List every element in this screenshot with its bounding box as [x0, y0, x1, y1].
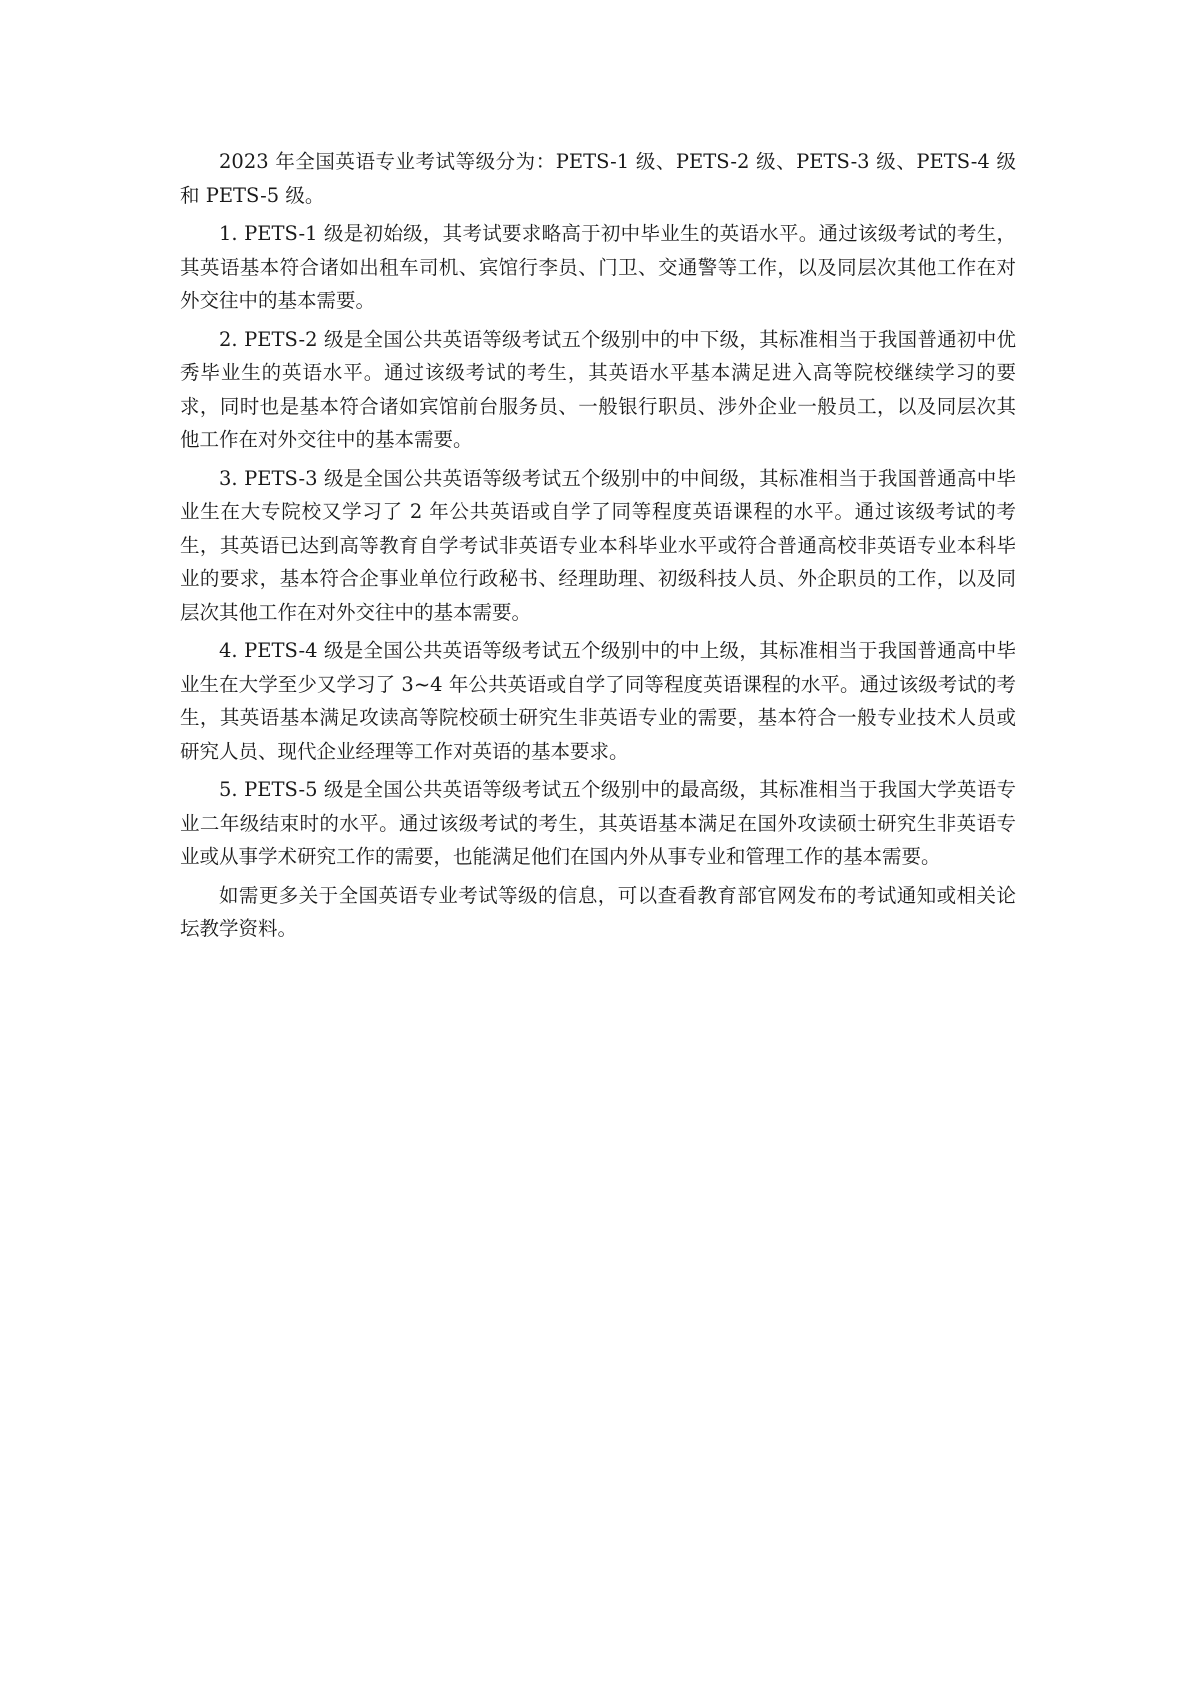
pets-5-paragraph: 5. PETS-5 级是全国公共英语等级考试五个级别中的最高级，其标准相当于我国大学英语专业二年级结束时的水平。通过该级考试的考生，其英语基本满足在国外攻读硕士研究生非英语专业或从事学术研究工作的需要，也能满足他们在国内外从事专业和管理工作的基本需要。: [180, 778, 1016, 868]
document-body: [180, 145, 1016, 951]
pets-4-paragraph: 4. PETS-4 级是全国公共英语等级考试五个级别中的中上级，其标准相当于我国普通高中毕业生在大学至少又学习了 3~4 年公共英语或自学了同等程度英语课程的水平。通过该级考试的考生，其英语基本满足攻读高等院校硕士研究生非英语专业的需要，基本符合一般专业技术人员或研究人员、现代企业经理等工作对英语的基本要求。: [180, 639, 1016, 763]
closing-paragraph: 如需更多关于全国英语专业考试等级的信息，可以查看教育部官网发布的考试通知或相关论坛教学资料。: [180, 883, 1016, 940]
pets-1-paragraph: 1. PETS-1 级是初始级，其考试要求略高于初中毕业生的英语水平。通过该级考试的考生，其英语基本符合诸如出租车司机、宾馆行李员、门卫、交通警等工作，以及同层次其他工作在对外交往中的基本需要。: [180, 222, 1016, 312]
pets-2-paragraph: 2. PETS-2 级是全国公共英语等级考试五个级别中的中下级，其标准相当于我国普通初中优秀毕业生的英语水平。通过该级考试的考生，其英语水平基本满足进入高等院校继续学习的要求，同时也是基本符合诸如宾馆前台服务员、一般银行职员、涉外企业一般员工，以及同层次其他工作在对外交往中的基本需要。: [180, 327, 1016, 451]
intro-paragraph: 2023 年全国英语专业考试等级分为：PETS-1 级、PETS-2 级、PETS-3 级、PETS-4 级和 PETS-5 级。: [180, 150, 1016, 207]
pets-3-paragraph: 3. PETS-3 级是全国公共英语等级考试五个级别中的中间级，其标准相当于我国普通高中毕业生在大专院校又学习了 2 年公共英语或自学了同等程度英语课程的水平。通过该级考试的考生，其英语已达到高等教育自学考试非英语专业本科毕业水平或符合普通高校非英语专业本科毕业的要求，基本符合企事业单位行政秘书、经理助理、初级科技人员、外企职员的工作，以及同层次其他工作在对外交往中的基本需要。: [180, 466, 1016, 624]
